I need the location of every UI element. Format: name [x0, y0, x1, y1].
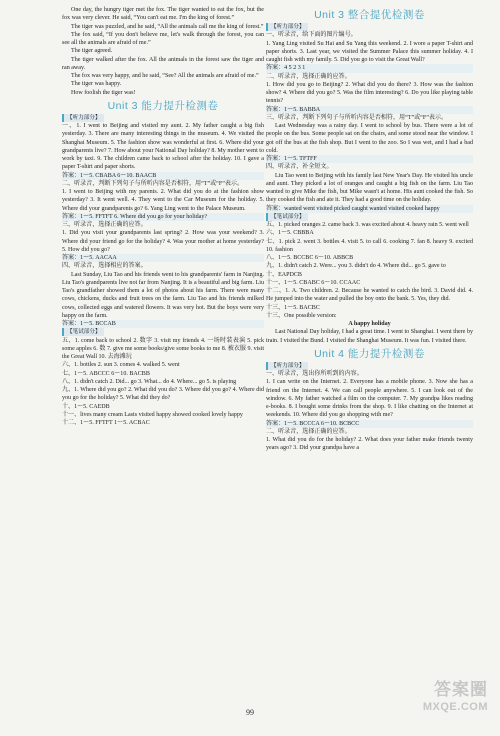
answer-item: 十、EAPDCB: [266, 271, 302, 278]
answer-item: 八、1. didn't catch 2. Did... go 3. What... do 4. Where... go 5. is playing: [62, 378, 237, 385]
question-heading: 三、听录音，判断下列句子与所听内容是否相符，用“T”或“F”表示。: [266, 114, 448, 121]
story-line: The tiger was happy.: [71, 81, 122, 88]
answer-key: 答案：1～5. BCCAB: [62, 320, 264, 328]
answer-item: 十、1～5. CAEDB: [62, 403, 110, 410]
answer-item: 六、1～5. CBBBA: [266, 230, 314, 237]
answer-item: 十三、1～5. BACBC: [266, 304, 320, 311]
question-heading: 四、听录音，补全短文。: [266, 164, 333, 171]
writing-section-tag: 【笔试部分】: [62, 328, 104, 336]
answer-item: 1. What did you do for the holiday? 2. What does your father make friends twenty years ago? 3. Did your grandpa have a: [266, 437, 473, 452]
answer-passage: Last Wednesday was a rainy day. I went to school by bus. There were a lot of people on the bus. Some people sat on the chairs, and some stood near the window. I got off the bus at the fish shop. But I went to the zoo. So I was wet, and I had a bad cold.: [266, 123, 473, 154]
answer-key: 答案：1～5. AACAA: [62, 254, 264, 262]
answer-item: 五、1. come back to school 2. 数字 3. visit my friends 4. 一场时装表演 5. pick some apples 6. 数 7. give me some books/give some books to me 8. 被衣服 9. visit the Great Wall 10. 去海滩玩: [62, 337, 264, 360]
answer-key: 答案：1～5. TFTFF: [266, 155, 473, 163]
question-heading: 一、听录音，选出你所听到的内容。: [266, 371, 363, 377]
watermark-line1: 答案圈: [434, 680, 488, 699]
answer-key: 答案：1～5. FFTFT 6. Where did you go for your holiday?: [62, 213, 264, 221]
answer-item: 十二、1. A. Two children. 2. Because he wanted to catch the bird. 3. David did. 4. He jumped into the water and pulled the boy onto the bank. 5. Yes, they did.: [266, 288, 473, 303]
answer-item: 十二、1～5. FFTFT 1～5. ACBAC: [62, 420, 150, 426]
answer-item: 1. How did you go to Beijing? 2. What did you do there? 3. How was the fashion show? 4. Where did you go? 5. Was the film interesting? 6. Do you like playing table tennis?: [266, 81, 473, 105]
answer-item: 十三、One possible version:: [266, 312, 337, 319]
answer-item: 1. Yang Ling visited Su Hai and Su Yang this weekend. 2. I wore a paper T-shirt and paper shorts. 3. Last year, we visited the Summer Palace this summer holiday. 4. I caught fish with my family. 5. Did you go to visit the Great Wall?: [266, 40, 473, 63]
question-heading: 一、听录音，给下面的图片编号。: [266, 32, 357, 39]
answer-passage: Liu Tao went to Beijing with his family last New Year's Day. He visited his uncle and aunt. They picked a lot of oranges and caught a big fish on the farm. Liu Tao wanted to give Mike the fish, but Mike wasn't at home. His aunt cooked the fish. So they cooked the fish and ate it. They had a good time on the holiday.: [266, 172, 473, 204]
answer-item: 1. I went to Beijing with my parents. 2. What did you do at the fashion show yesterday? 3. It went well. 4. They went to the Car Museum for the holiday. 5. Where did your grandparents go? 6. Yang Ling went to the Palace Museum.: [62, 189, 264, 212]
answer-item: 九、1. didn't catch 2. Were... you 3. didn't do 4. Where did... go 5. gave to: [266, 263, 446, 270]
right-column: [266, 6, 473, 453]
story-line: The tiger walked after the fox. All the animals in the forest saw the tiger and ran away.: [62, 56, 264, 71]
question-heading: 二、听录音，判断下列句子与所听内容是否相符，用“T”或“F”表示。: [62, 180, 244, 187]
watermark-line2: MXQE.COM: [422, 701, 488, 713]
answer-item: 1. Did you visit your grandparents last spring? 2. How was your weekend? 3. Where did your friend go for the holiday? 4. Was your mother at home yesterday? 5. How did you go?: [62, 230, 264, 253]
answer-passage: Last Sunday, Liu Tao and his friends went to his grandparents' farm in Nanjing. Liu Tao's grandparents live not far from Nanjing. It is a beautiful and big farm. Liu Tao's grandfather showed them a lot of photos about his farm. There were many cows, chickens, ducks and fruit trees on the farm. Liu Tao and his friends milked cows, collected eggs and watered flowers. It was very hot. But the boys were very happy on the farm.: [62, 271, 264, 319]
story-line: The fox was very happy, and he said, “See? All the animals are afraid of me.”: [71, 73, 259, 79]
answer-key: 答案：1～5. BCCCA 6～10. BCBCC: [266, 420, 473, 428]
writing-section-tag: 【笔试部分】: [266, 213, 308, 221]
essay-title: A happy holiday: [348, 321, 391, 327]
answer-item: 八、1～5. BCCBC 6～10. ABBCB: [266, 255, 354, 261]
unit3-integrated-title: Unit 3 整合提优检测卷: [314, 9, 425, 21]
story-line: The fox said, “If you don't believe me, let's walk through the forest, you can see all the animals are afraid of me.”: [62, 31, 264, 46]
story-line: One day, the hungry tiger met the fox. The tiger wanted to eat the fox, but the fox was very clever. He said, “You can't eat me. I'm the king of forest.”: [62, 7, 264, 22]
answer-item: 1. I can write on the Internet. 2. Everyone has a mobile phone. 3. Now she has a friend on the Internet. 4. We can call people anywhere. 5. I can look out of the window. 6. My father watched a film on the computer. 7. My grandpa likes reading e-books. 8. I bought some drinks from the shop. 9. I like chatting on the Internet at weekends. 10. Where did you go shopping with me?: [266, 379, 473, 419]
question-heading: 二、听录音，选择正确的应答。: [266, 428, 351, 435]
listening-section-tag: 【听力部分】: [266, 362, 308, 370]
answer-item: 一、1. I went to Beijing and visited my aunt. 2. My father caught a big fish yesterday. 3. There are many interesting things in the museum. 4. We visited the Shanghai Museum. 5. The fashion show was wonderful at first. 6. Where did your grandparents live? 7. How about your National Day holiday? 8. My mother went to work by taxi. 9. The children came back to school after the holiday. 10. I gave a paper T-shirt and paper shorts.: [62, 123, 264, 171]
answer-item: 六、1. bottles 2. sun 3. comes 4. walked 5. went: [62, 362, 180, 369]
unit3-ability-title: Unit 3 能力提升检测卷: [107, 99, 219, 112]
answer-item: 十一、lives many cream Lasts visited happy showed cooked lovely happy: [62, 411, 243, 418]
answer-key: 答案：4 5 2 3 1: [266, 64, 473, 72]
answer-item: 九、1. Where did you go? 2. What did you do? 3. Where did you go? 4. Where did you go for the holiday? 5. What did they do?: [62, 387, 264, 402]
question-heading: 二、听录音，选择正确的应答。: [266, 73, 351, 80]
story-line: The tiger was puzzled, and he said, “All the animals call me the king of forest.”: [71, 23, 264, 30]
left-column: [62, 6, 264, 427]
page-number: 99: [246, 708, 254, 717]
story-line: How foolish the tiger was!: [71, 89, 136, 96]
watermark-logo: [414, 680, 488, 730]
answer-key: 答案：1～5. BABBA: [266, 106, 473, 114]
story-line: The tiger agreed.: [71, 48, 113, 55]
unit4-ability-title: Unit 4 能力提升检测卷: [314, 347, 425, 360]
essay-text: Last National Day holiday, I had a great time. I went to Shanghai. I went there by train. I visited the Bund. I visited the Shanghai Museum. It was fun. I visited there.: [266, 329, 473, 344]
answer-item: 十一、1～5. CBABC 6～10. CCAAC: [266, 279, 361, 286]
listening-section-tag: 【听力部分】: [62, 114, 104, 122]
answer-key: 答案：1～5. CBABA 6～10. BAACB: [62, 172, 264, 180]
listening-section-tag: 【听力部分】: [266, 23, 308, 31]
answer-item: 七、1～5. ABCCC 6～10. BACBB: [62, 370, 150, 377]
question-heading: 四、听录音，选择相应的答案。: [62, 263, 147, 270]
answer-item: 七、1. pick 2. went 3. bottles 4. visit 5. to call 6. cooking 7. fan 8. heavy 9. excited 10. fashion: [266, 238, 473, 253]
answer-key: 答案：wanted went visited picked caught wanted visited cooked happy: [266, 205, 473, 213]
question-heading: 三、听录音，选择正确的应答。: [62, 222, 147, 228]
answer-item: 五、1. picked oranges 2. came back 3. was excited about 4. heavy rain 5. went well: [266, 222, 469, 228]
